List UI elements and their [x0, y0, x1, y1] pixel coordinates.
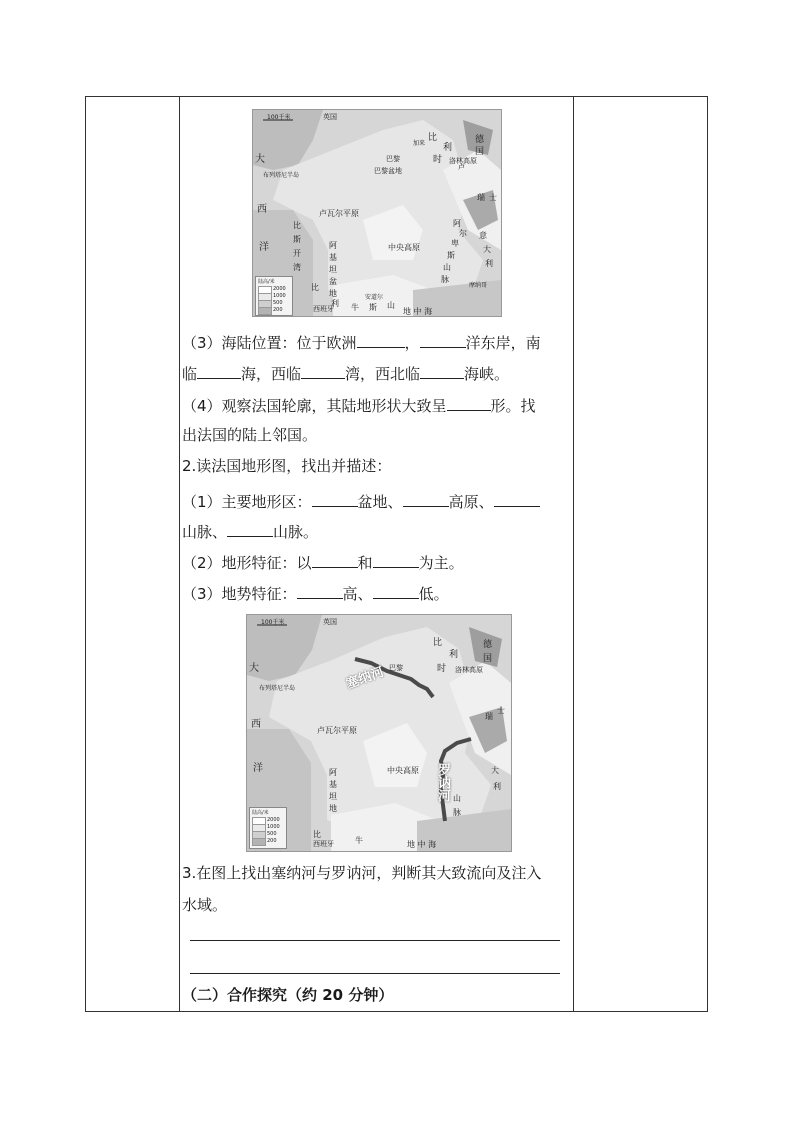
q3-line2-c: 湾，西北临 — [345, 365, 421, 383]
brittany-label: 布列塔尼半岛 — [263, 172, 300, 179]
s2-title: 2.读法国地形图，找出并描述： — [182, 457, 392, 475]
swiss-label-1: 瑞 — [477, 193, 485, 202]
s2-q3-blank-low[interactable] — [373, 582, 419, 599]
belgium-label-3: 时 — [433, 155, 443, 165]
legend-swatch-200 — [258, 307, 272, 315]
seine-label: 塞纳河 — [344, 664, 387, 693]
england-label: 英国 — [323, 113, 337, 121]
map2-central-massif-label: 中央高原 — [387, 766, 419, 775]
map2-aquitaine-label-1: 阿 — [329, 768, 337, 777]
monaco-label: 摩纳哥 — [469, 282, 488, 289]
biscay-label-4: 湾 — [293, 263, 301, 272]
s2-q3-c: 低。 — [418, 585, 449, 603]
q3-comma: ， — [404, 334, 420, 352]
france-map-2 — [246, 614, 512, 852]
s2-q2-c: 为主。 — [418, 554, 464, 572]
q4-line-2-text: 出法国的陆上邻国。 — [182, 426, 318, 444]
biscay-label-1: 比 — [293, 221, 301, 230]
map2-elevation-legend — [249, 807, 287, 849]
elevation-legend — [255, 276, 293, 316]
central-massif-label: 中央高原 — [388, 243, 420, 252]
map2-scale-label: 100千米 — [261, 619, 285, 626]
s2-q1-blank-mountain1[interactable] — [494, 490, 540, 507]
belgium-label-2: 利 — [443, 143, 453, 153]
section-cooperation-heading: （二）合作探究（约 20 分钟） — [182, 986, 394, 1004]
answer-line-1[interactable] — [190, 940, 560, 941]
map2-legend-value-2000: 2000 — [267, 817, 280, 823]
pyrenees-label-2: 利 — [331, 299, 339, 308]
s2-q1-c: 高原、 — [448, 493, 494, 511]
alps-label-4: 斯 — [447, 251, 455, 260]
s2-q1-blank-mountain2[interactable] — [227, 520, 273, 537]
calais-label: 加来 — [413, 140, 426, 147]
s2-q1-line-2 — [182, 520, 572, 542]
s2-q3-b: 高、 — [342, 585, 373, 603]
map2-swiss-label-1: 瑞 — [485, 712, 493, 721]
s2-q2-blank-1[interactable] — [312, 551, 358, 568]
q3-blank-ocean[interactable] — [420, 331, 466, 348]
germany-label: 德 — [475, 135, 485, 145]
map2-germany-label-2: 国 — [483, 654, 493, 664]
pyrenees-label-5: 山 — [387, 301, 395, 310]
scale-label: 100千米 — [267, 114, 291, 121]
aquitaine-label-2: 基 — [329, 253, 337, 262]
map2-loire-plain-label: 卢瓦尔平原 — [317, 726, 357, 735]
q3-blank-bay[interactable] — [301, 362, 345, 379]
map2-pyrenees-label-1: 比 — [313, 830, 321, 839]
q3-label: （3）海陆位置：位于欧洲 — [182, 334, 357, 352]
lesson-table — [85, 96, 708, 1012]
s2-q3-blank-high[interactable] — [297, 582, 343, 599]
map2-mediterranean-label: 地 中 海 — [407, 840, 437, 849]
alps-label-2: 尔 — [459, 229, 467, 238]
q4-line1-b: 形。找 — [490, 397, 536, 415]
map2-italy-label-3: 利 — [493, 782, 501, 791]
q3-line2-d: 海峡。 — [464, 365, 510, 383]
map2-legend-value-500: 500 — [267, 831, 277, 837]
andorra-label: 安道尔 — [365, 294, 384, 301]
map2-germany-label: 德 — [483, 640, 493, 650]
map2-atlantic-xi-label: 西 — [251, 719, 261, 730]
s3-line-2: 水域。 — [182, 896, 228, 914]
germany-label-2: 国 — [475, 147, 485, 157]
aquitaine-label-1: 阿 — [329, 241, 337, 250]
q3-blank-strait[interactable] — [420, 362, 464, 379]
s2-q2-a: （2）地形特征：以 — [182, 554, 312, 572]
map2-brittany-label: 布列塔尼半岛 — [259, 685, 296, 692]
lorraine-label: 洛林高原 — [449, 157, 477, 165]
alps-label-3: 卑 — [451, 239, 459, 248]
main-column — [182, 97, 572, 1011]
italy-label-2: 大 — [483, 245, 491, 254]
map2-legend-swatch-200 — [252, 838, 266, 846]
s2-q1-line2-c: 山脉。 — [273, 523, 319, 541]
france-map-1 — [252, 109, 502, 317]
pyrenees-label-4: 斯 — [369, 303, 377, 312]
map2-belgium-label-3: 时 — [437, 664, 447, 674]
aquitaine-label-4: 盆 — [329, 277, 337, 286]
luxembourg-label: 卢 — [458, 163, 465, 171]
q4-line-1 — [182, 394, 572, 416]
column-divider-right — [573, 97, 574, 1011]
paris-basin-label: 巴黎盆地 — [374, 167, 402, 175]
legend-value-2000: 2000 — [273, 286, 286, 292]
map2-aquitaine-label-2: 基 — [329, 780, 337, 789]
column-divider-left — [179, 97, 180, 1011]
q3-line-1 — [182, 331, 572, 353]
s2-q2-blank-2[interactable] — [373, 551, 419, 568]
legend-title: 陆高/米 — [258, 279, 275, 285]
map2-legend-value-1000: 1000 — [267, 824, 280, 830]
s2-q1-a: （1）主要地形区： — [182, 493, 312, 511]
paris-label: 巴黎 — [386, 155, 400, 163]
legend-value-500: 500 — [273, 300, 283, 306]
q4-line-2 — [182, 425, 572, 445]
s3-line-1: 3.在图上找出塞纳河与罗讷河，判断其大致流向及注入 — [182, 864, 542, 882]
legend-value-200: 200 — [273, 307, 283, 313]
swiss-label-2: 士 — [489, 193, 497, 202]
s2-q3-a: （3）地势特征： — [182, 585, 297, 603]
aquitaine-label-5: 地 — [329, 289, 337, 298]
rhone-label: 罗讷河 — [435, 763, 450, 802]
map2-italy-label-2: 大 — [491, 766, 499, 775]
mediterranean-label: 地 中 海 — [403, 307, 433, 316]
atlantic-yang-label: 洋 — [259, 242, 269, 253]
s2-q1-b: 盆地、 — [357, 493, 403, 511]
map2-aquitaine-label-5: 地 — [329, 804, 337, 813]
loire-plain-label: 卢瓦尔平原 — [319, 209, 359, 218]
map2-aquitaine-label-3: 坦 — [329, 792, 337, 801]
s2-q1-line-1 — [182, 490, 572, 512]
spain-label: 西班牙 — [313, 305, 334, 313]
s2-q1-line2-b: 山脉、 — [182, 523, 228, 541]
pyrenees-label-1: 比 — [311, 283, 319, 292]
belgium-label: 比 — [428, 133, 438, 143]
q3-blank-sea[interactable] — [197, 362, 241, 379]
italy-label-3: 利 — [485, 259, 493, 268]
q3-ocean-text: 洋东岸，南 — [465, 334, 541, 352]
italy-label-1: 意 — [479, 231, 487, 240]
biscay-label-3: 开 — [293, 249, 301, 258]
aquitaine-label-3: 坦 — [329, 265, 337, 274]
legend-value-1000: 1000 — [273, 293, 286, 299]
alps-label-6: 脉 — [441, 275, 449, 284]
s2-q1-blank-plateau[interactable] — [403, 490, 449, 507]
map2-legend-title: 陆高/米 — [252, 810, 269, 816]
map2-spain-label: 西班牙 — [313, 840, 334, 848]
map2-legend-value-200: 200 — [267, 838, 277, 844]
s2-q2-b: 和 — [357, 554, 373, 572]
map2-belgium-label-2: 利 — [449, 650, 459, 660]
s2-q2-line — [182, 551, 572, 573]
biscay-label-2: 斯 — [293, 235, 301, 244]
alps-label-5: 山 — [443, 263, 451, 272]
alps-label-1: 阿 — [453, 219, 461, 228]
q4-blank-shape[interactable] — [447, 394, 491, 411]
map2-pyrenees-label-3: 牛 — [355, 836, 363, 845]
s2-q3-line — [182, 582, 572, 604]
pyrenees-label-3: 牛 — [351, 303, 359, 312]
map2-paris-label: 巴黎 — [389, 664, 403, 672]
map2-lorraine-label: 洛林高原 — [455, 666, 483, 674]
q4-line1-a: （4）观察法国轮廓，其陆地形状大致呈 — [182, 397, 447, 415]
s2-q1-blank-basin[interactable] — [312, 490, 358, 507]
atlantic-da-label: 大 — [255, 154, 265, 165]
map2-alps-label-6: 脉 — [453, 808, 461, 817]
q3-line-2 — [182, 362, 572, 384]
atlantic-xi-label: 西 — [257, 204, 267, 215]
map2-alps-label-5: 山 — [453, 794, 461, 803]
map2-atlantic-da-label: 大 — [249, 663, 259, 674]
q3-line2-a: 临 — [182, 365, 198, 383]
q3-line2-b: 海，西临 — [241, 365, 302, 383]
map2-england-label: 英国 — [323, 618, 337, 626]
map2-swiss-label-2: 士 — [497, 706, 505, 715]
answer-line-2[interactable] — [190, 973, 560, 974]
map2-atlantic-yang-label: 洋 — [253, 763, 263, 774]
map2-belgium-label: 比 — [433, 638, 443, 648]
q3-blank-continent[interactable] — [357, 331, 405, 348]
